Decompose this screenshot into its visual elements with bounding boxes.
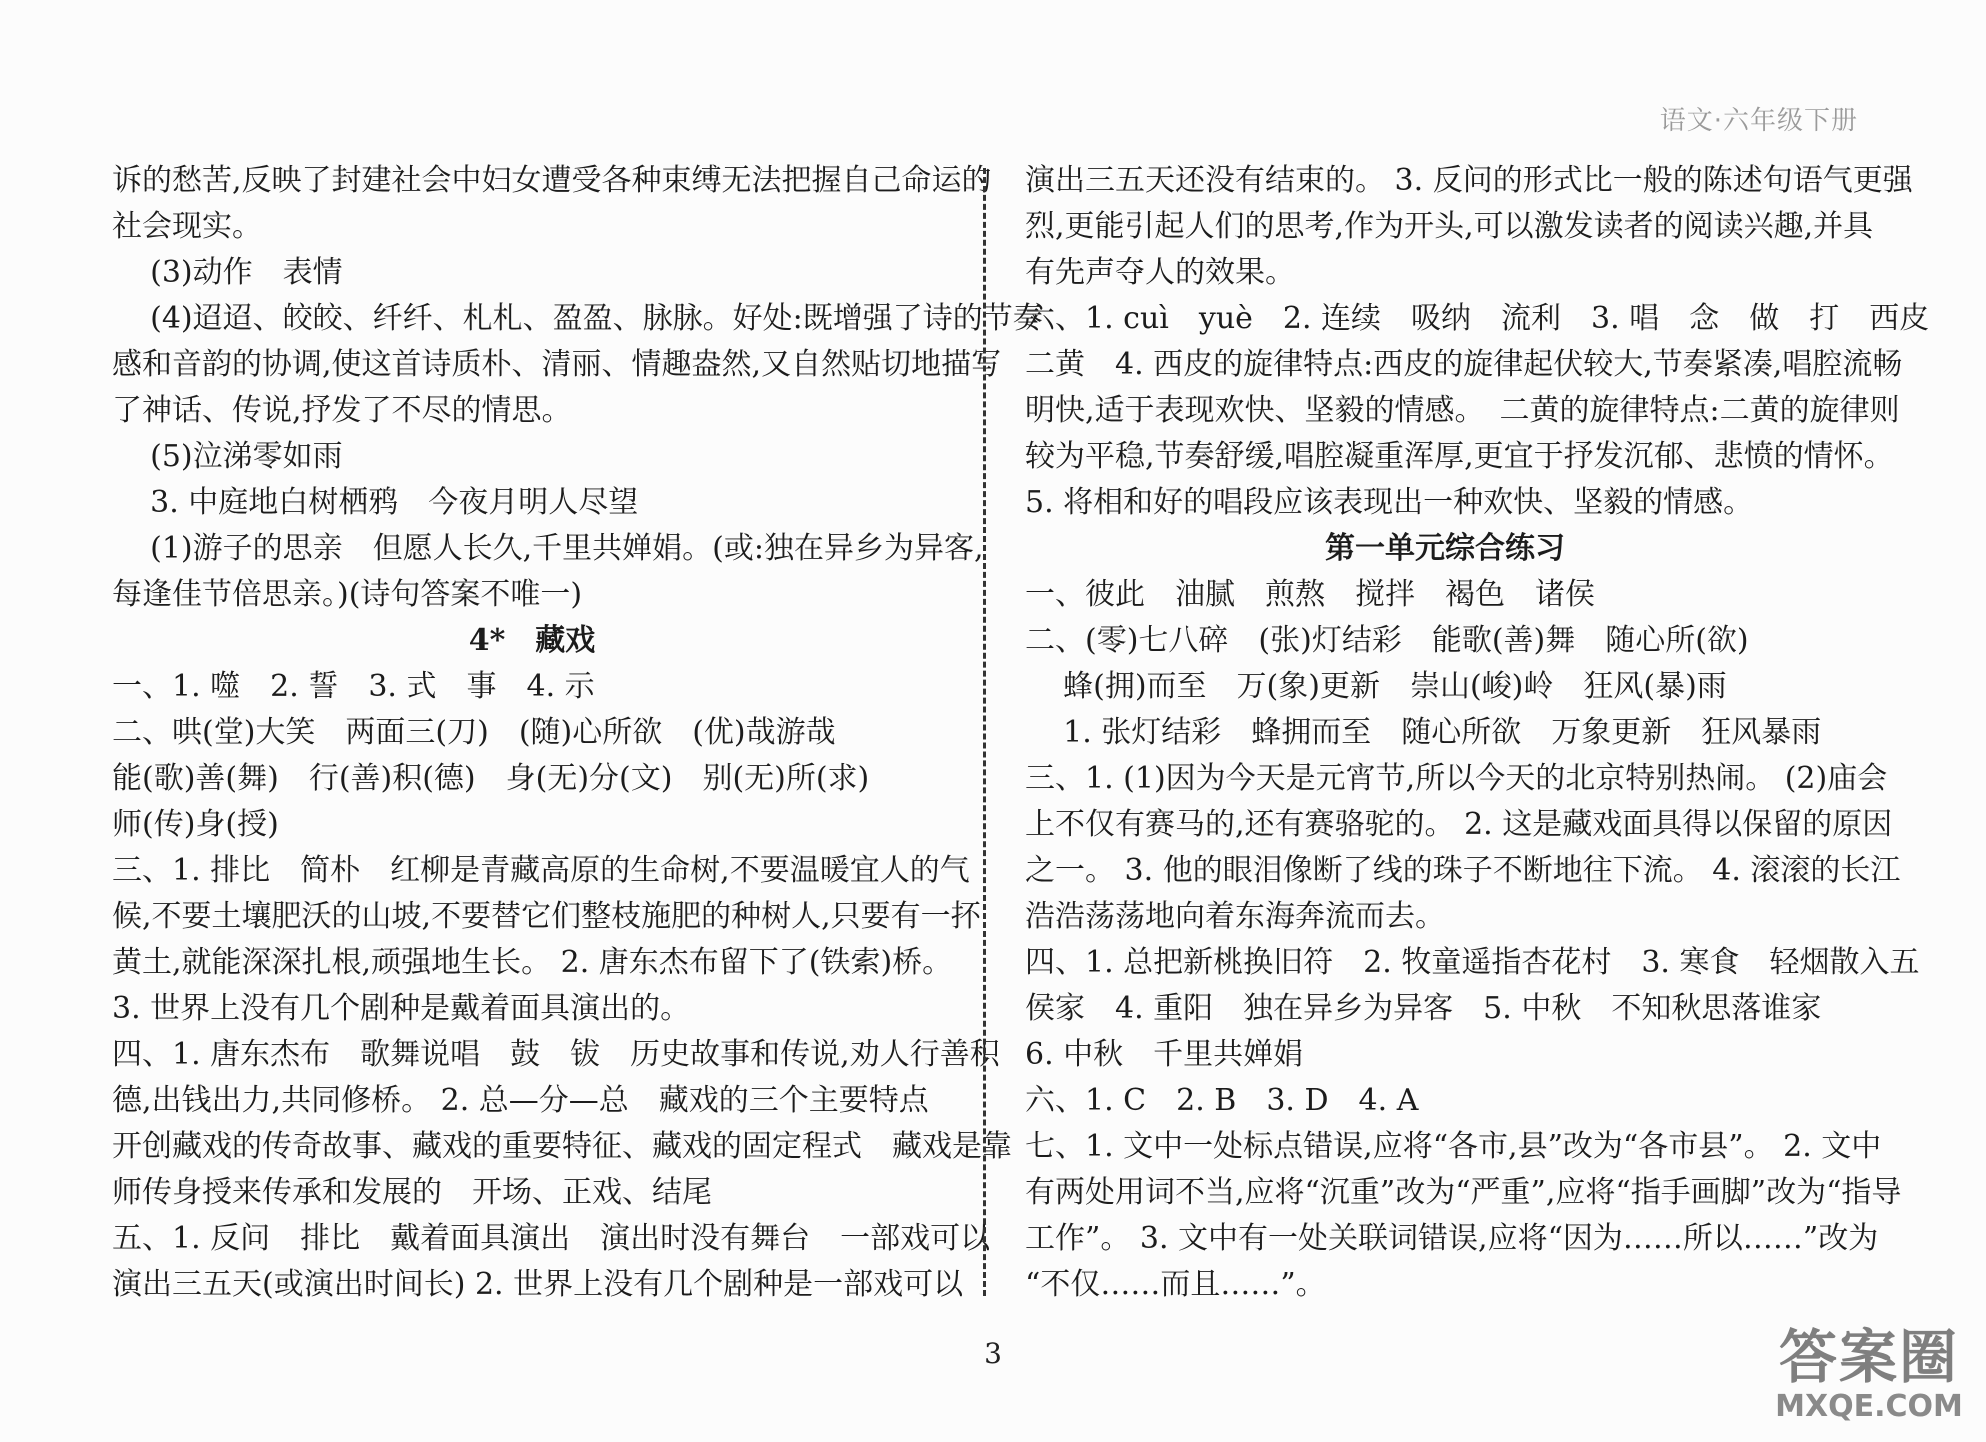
text-line: 蜂(拥)而至 万(象)更新 崇山(峻)岭 狂风(暴)雨 — [1025, 669, 1727, 704]
text-line: 五、1. 反问 排比 戴着面具演出 演出时没有舞台 一部戏可以 — [112, 1221, 991, 1256]
text-line: 演出三五天(或演出时间长) 2. 世界上没有几个剧种是一部戏可以 — [112, 1267, 964, 1302]
text-line: 有两处用词不当,应将“沉重”改为“严重”,应将“指手画脚”改为“指导 — [1025, 1175, 1902, 1210]
text-line: 较为平稳,节奏舒缓,唱腔凝重浑厚,更宜于抒发沉郁、悲愤的情怀。 — [1025, 439, 1894, 474]
text-line: 感和音韵的协调,使这首诗质朴、清丽、情趣盎然,又自然贴切地描写 — [112, 347, 1002, 382]
running-header: 语文·六年级下册 — [1659, 106, 1858, 136]
text-line: 候,不要土壤肥沃的山坡,不要替它们整枝施肥的种树人,只要有一抔 — [112, 899, 981, 934]
text-line: 能(歌)善(舞) 行(善)积(德) 身(无)分(文) 别(无)所(求) — [112, 761, 870, 796]
text-line: 浩浩荡荡地向着东海奔流而去。 — [1025, 899, 1445, 934]
text-line: 三、1. (1)因为今天是元宵节,所以今天的北京特别热闹。 (2)庙会 — [1025, 761, 1888, 796]
section-title: 第一单元综合练习 — [1325, 531, 1565, 566]
watermark-main: 答案圈 — [1778, 1323, 1959, 1391]
section-title: 4* 藏戏 — [468, 623, 596, 658]
right-column — [1025, 158, 1930, 1308]
text-line: 明快,适于表现欢快、坚毅的情感。 二黄的旋律特点:二黄的旋律则 — [1025, 393, 1900, 428]
text-line: 1. 张灯结彩 蜂拥而至 随心所欲 万象更新 狂风暴雨 — [1025, 715, 1822, 750]
text-line: 黄土,就能深深扎根,顽强地生长。 2. 唐东杰布留下了(铁索)桥。 — [112, 945, 953, 980]
text-line: 上不仅有赛马的,还有赛骆驼的。 2. 这是藏戏面具得以保留的原因 — [1025, 807, 1893, 842]
column-divider — [983, 168, 986, 1296]
text-line: 有先声夺人的效果。 — [1025, 255, 1295, 290]
watermark-url: MXQE.COM — [1775, 1389, 1963, 1424]
text-line: 师(传)身(授) — [112, 807, 279, 842]
text-line: 一、1. 噬 2. 誓 3. 式 事 4. 示 — [112, 669, 595, 704]
text-line: 之一。 3. 他的眼泪像断了线的珠子不断地往下流。 4. 滚滚的长江 — [1025, 853, 1901, 888]
text-line: 工作”。 3. 文中有一处关联词错误,应将“因为……所以……”改为 — [1025, 1221, 1879, 1256]
text-line: 七、1. 文中一处标点错误,应将“各市,县”改为“各市县”。 2. 文中 — [1025, 1129, 1882, 1164]
text-line: 烈,更能引起人们的思考,作为开头,可以激发读者的阅读兴趣,并具 — [1025, 209, 1874, 244]
text-line: 演出三五天还没有结束的。 3. 反问的形式比一般的陈述句语气更强 — [1025, 163, 1913, 198]
text-line: 3. 世界上没有几个剧种是戴着面具演出的。 — [112, 991, 691, 1026]
watermark-logo — [1764, 1324, 1974, 1434]
text-line: 二黄 4. 西皮的旋律特点:西皮的旋律起伏较大,节奏紧凑,唱腔流畅 — [1025, 347, 1903, 382]
text-line: 三、1. 排比 简朴 红柳是青藏高原的生命树,不要温暖宜人的气 — [112, 853, 970, 888]
text-line: 师传身授来传承和发展的 开场、正戏、结尾 — [112, 1175, 712, 1210]
left-column — [112, 158, 1043, 1308]
text-line: 四、1. 唐东杰布 歌舞说唱 鼓 钹 历史故事和传说,劝人行善积 — [112, 1037, 1000, 1072]
text-line: 六、1. C 2. B 3. D 4. A — [1025, 1083, 1419, 1118]
text-line: (5)泣涕零如雨 — [112, 439, 343, 474]
text-line: 侯家 4. 重阳 独在异乡为异客 5. 中秋 不知秋思落谁家 — [1025, 991, 1822, 1026]
text-line: 二、(零)七八碎 (张)灯结彩 能歌(善)舞 随心所(欲) — [1025, 623, 1749, 658]
text-line: 德,出钱出力,共同修桥。 2. 总—分—总 藏戏的三个主要特点 — [112, 1083, 929, 1118]
text-line: (3)动作 表情 — [112, 255, 343, 290]
text-line: 3. 中庭地白树栖鸦 今夜月明人尽望 — [112, 485, 639, 520]
text-line: 6. 中秋 千里共婵娟 — [1025, 1037, 1304, 1072]
page-number: 3 — [984, 1337, 1002, 1370]
text-line: 四、1. 总把新桃换旧符 2. 牧童遥指杏花村 3. 寒食 轻烟散入五 — [1025, 945, 1920, 980]
text-line: 社会现实。 — [112, 209, 262, 244]
text-line: 了神话、传说,抒发了不尽的情思。 — [112, 393, 572, 428]
text-line: 5. 将相和好的唱段应该表现出一种欢快、坚毅的情感。 — [1025, 485, 1754, 520]
text-line: 六、1. cuì yuè 2. 连续 吸纳 流利 3. 唱 念 做 打 西皮 — [1025, 301, 1930, 336]
text-line: 诉的愁苦,反映了封建社会中妇女遭受各种束缚无法把握自己命运的 — [112, 163, 992, 198]
text-line: 一、彼此 油腻 煎熬 搅拌 褐色 诸侯 — [1025, 577, 1595, 612]
text-line: (4)迢迢、皎皎、纤纤、札札、盈盈、脉脉。好处:既增强了诗的节奏 — [112, 301, 1043, 336]
text-line: 每逢佳节倍思亲。)(诗句答案不唯一) — [112, 577, 583, 612]
text-line: 二、哄(堂)大笑 两面三(刀) (随)心所欲 (优)哉游哉 — [112, 715, 836, 750]
text-line: 开创藏戏的传奇故事、藏戏的重要特征、藏戏的固定程式 藏戏是靠 — [112, 1129, 1012, 1164]
text-line: (1)游子的思亲 但愿人长久,千里共婵娟。(或:独在异乡为异客, — [112, 531, 984, 566]
text-line: “不仅……而且……”。 — [1025, 1267, 1326, 1302]
